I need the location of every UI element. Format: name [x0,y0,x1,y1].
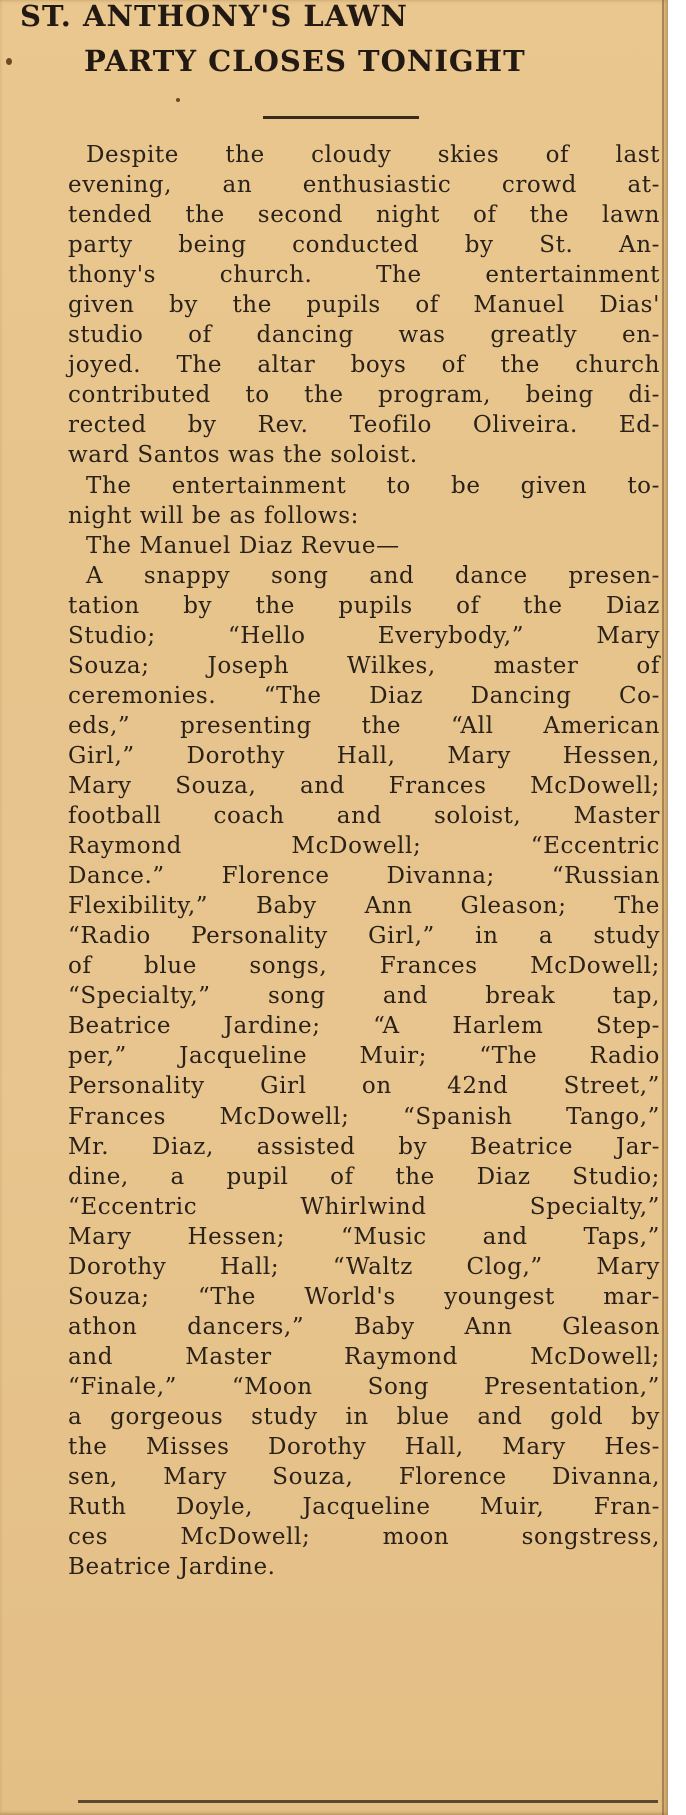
article-line: The entertainment to be given to- [86,472,660,499]
article-line: Beatrice Jardine; “A Harlem Step- [68,1013,660,1040]
article-line: Girl,” Dorothy Hall, Mary Hessen, [68,742,660,769]
article-line: the Misses Dorothy Hall, Mary Hes- [68,1434,660,1461]
article-line: Dorothy Hall; “Waltz Clog,” Mary [68,1253,660,1280]
article-line: Beatrice Jardine. [68,1554,276,1581]
article-line: Personality Girl on 42nd Street,” [68,1073,660,1100]
article-line: ward Santos was the soloist. [68,442,418,469]
article-line: Ruth Doyle, Jacqueline Muir, Fran- [68,1494,660,1521]
article-line: Souza; “The World's youngest mar- [68,1283,660,1310]
article-line: Mary Souza, and Frances McDowell; [68,772,660,799]
article-line: evening, an enthusiastic crowd at- [68,172,660,199]
article-line: of blue songs, Frances McDowell; [68,953,660,980]
headline [20,0,660,84]
article-line: given by the pupils of Manuel Dias' [68,292,660,319]
article-line: tended the second night of the lawn [68,202,660,229]
article-line: Frances McDowell; “Spanish Tango,” [68,1103,660,1130]
article-line: Mr. Diaz, assisted by Beatrice Jar- [68,1133,660,1160]
article-line: “Specialty,” song and break tap, [68,983,660,1010]
article-line: per,” Jacqueline Muir; “The Radio [68,1043,660,1070]
article-line: The Manuel Diaz Revue— [86,532,400,559]
bottom-divider [78,1800,658,1803]
article-line: A snappy song and dance presen- [86,562,660,589]
article-line: party being conducted by St. An- [68,232,660,259]
article-body [68,140,660,1582]
article-line: “Radio Personality Girl,” in a study [68,923,660,950]
article-line: Souza; Joseph Wilkes, master of [68,652,660,679]
article-line: and Master Raymond McDowell; [68,1343,660,1370]
article-line: Dance.” Florence Divanna; “Russian [68,863,660,890]
ink-spot [6,58,12,65]
article-line: joyed. The altar boys of the church [68,352,660,379]
headline-line-1: ST. ANTHONY'S LAWN [20,0,408,33]
article-line: Mary Hessen; “Music and Taps,” [68,1223,660,1250]
article-line: dine, a pupil of the Diaz Studio; [68,1163,660,1190]
article-line: contributed to the program, being di- [68,382,660,409]
article-line: eds,” presenting the “All American [68,712,660,739]
article-line: ces McDowell; moon songstress, [68,1524,660,1551]
headline-line-2: PARTY CLOSES TONIGHT [84,44,526,78]
article-line: “Finale,” “Moon Song Presentation,” [68,1373,660,1400]
article-line: sen, Mary Souza, Florence Divanna, [68,1464,660,1491]
article-line: studio of dancing was greatly en- [68,322,660,349]
article-line: Flexibility,” Baby Ann Gleason; The [68,893,660,920]
article-line: “Eccentric Whirlwind Specialty,” [68,1193,660,1220]
article-line: rected by Rev. Teofilo Oliveira. Ed- [68,412,660,439]
article-line: night will be as follows: [68,502,359,529]
article-line: Studio; “Hello Everybody,” Mary [68,622,660,649]
article-line: thony's church. The entertainment [68,262,660,289]
ink-spot [176,98,180,102]
article-line: football coach and soloist, Master [68,803,660,830]
clipping-edge [662,0,664,1815]
article-line: Despite the cloudy skies of last [86,142,660,168]
headline-divider [263,116,419,119]
article-line: Raymond McDowell; “Eccentric [68,833,660,860]
article-line: tation by the pupils of the Diaz [68,592,660,619]
article-line: a gorgeous study in blue and gold by [68,1403,660,1430]
article-line: athon dancers,” Baby Ann Gleason [68,1313,660,1340]
article-line: ceremonies. “The Diaz Dancing Co- [68,682,660,709]
